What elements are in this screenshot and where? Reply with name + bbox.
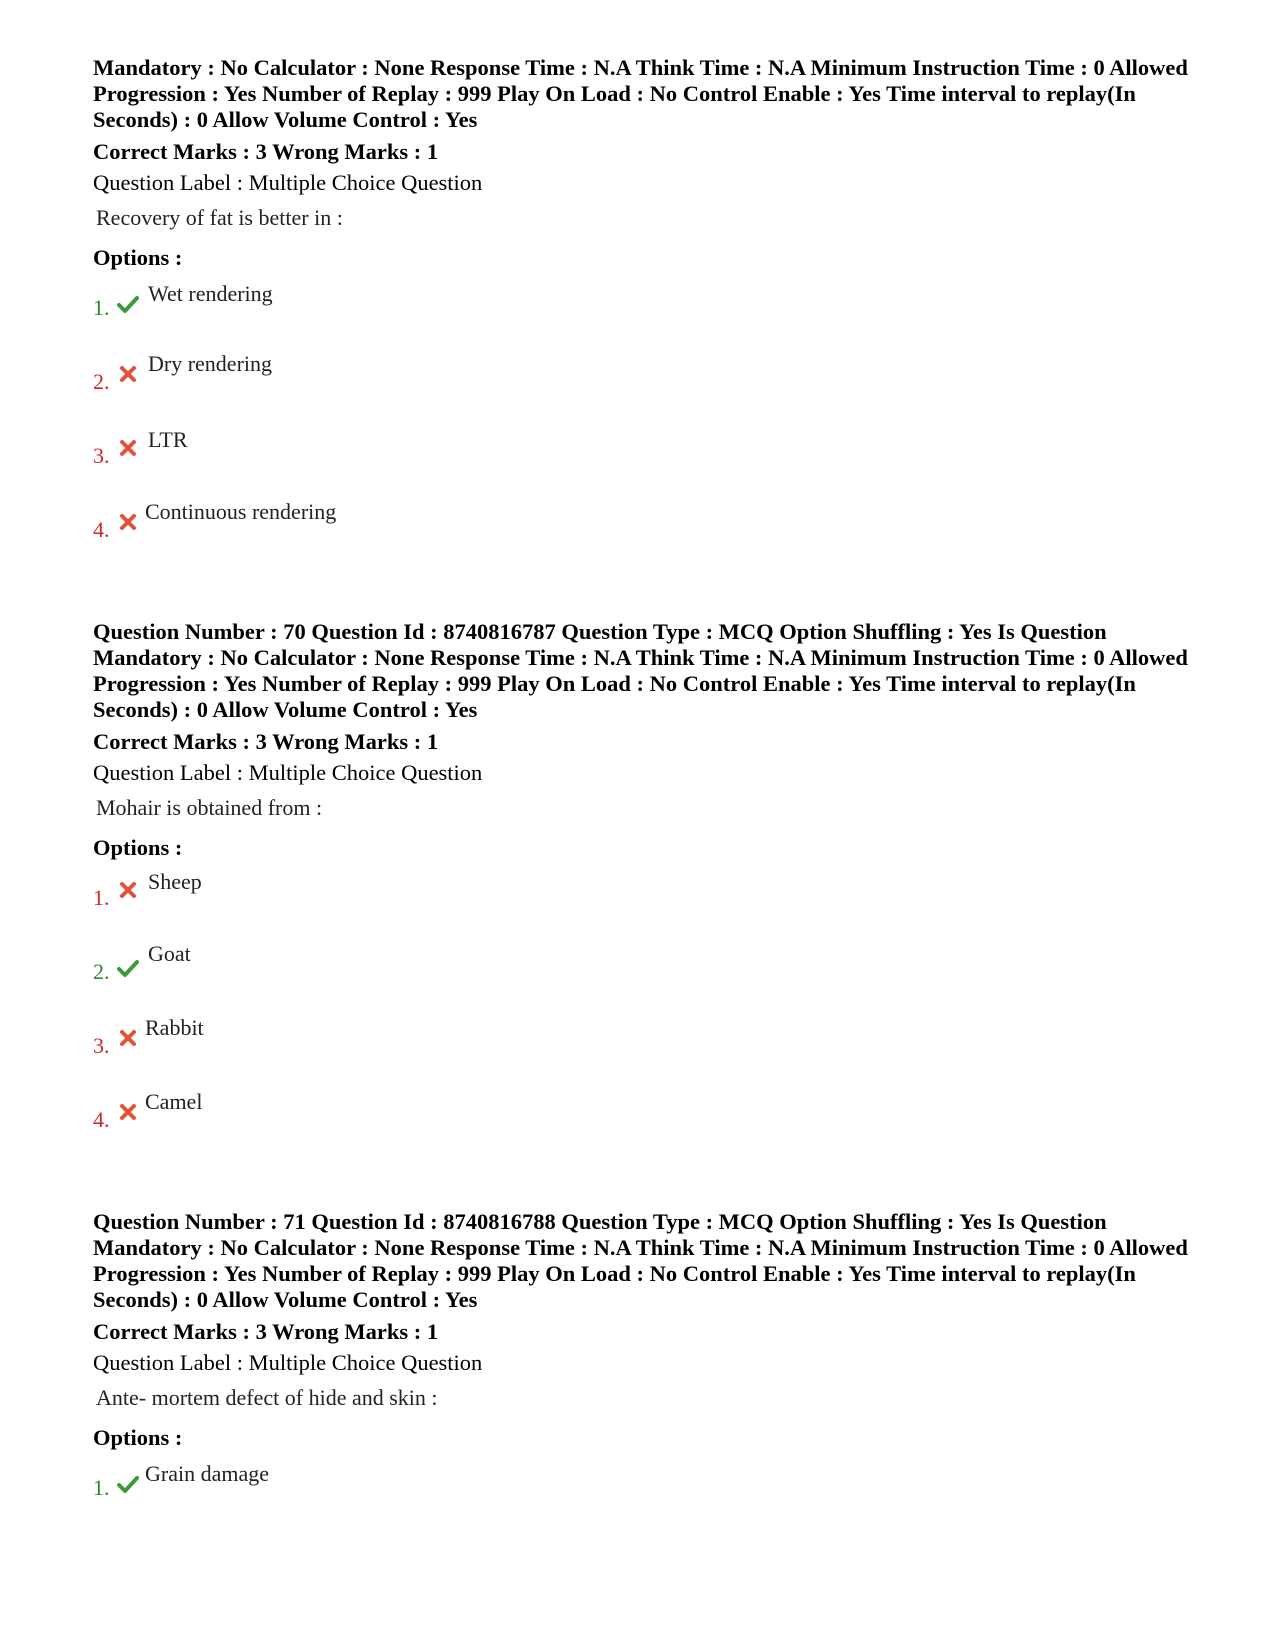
- document-page: [93, 55, 1193, 1533]
- wrong-cross-icon: [117, 363, 139, 385]
- option-number: 3.: [93, 1033, 110, 1058]
- question-label: Question Label : Multiple Choice Question: [93, 170, 483, 195]
- option-item: [93, 1017, 1193, 1091]
- option-text: LTR: [148, 427, 188, 452]
- question-meta: Question Number : 70 Question Id : 8740816787 Question Type : MCQ Option Shuffling : Yes Is Question Mandatory : No Calculator : None Response Time : N.A Think Time : N.A Minimum Instruction Time : 0 Allowed Progression : Yes Number of Replay : 999 Play On Load : No Control Enable : Yes Time interval to replay(In Seconds) : 0 Allow Volume Control : Yes: [93, 619, 1188, 722]
- option-number: 1.: [93, 885, 110, 910]
- option-text: Sheep: [148, 869, 202, 894]
- options-heading: Options :: [93, 245, 183, 270]
- correct-check-icon: [117, 1473, 139, 1495]
- option-item: [93, 427, 1193, 501]
- option-item: [93, 1459, 1193, 1533]
- question-text: Ante- mortem defect of hide and skin :: [96, 1385, 438, 1410]
- option-item: [93, 353, 1193, 427]
- options-heading: Options :: [93, 835, 183, 860]
- option-item: [93, 279, 1193, 353]
- option-text: Camel: [145, 1089, 203, 1114]
- question-label: Question Label : Multiple Choice Question: [93, 760, 483, 785]
- wrong-cross-icon: [117, 879, 139, 901]
- wrong-cross-icon: [117, 511, 139, 533]
- option-text: Goat: [148, 941, 191, 966]
- question-marks: Correct Marks : 3 Wrong Marks : 1: [93, 729, 439, 754]
- question-meta: Question Number : 71 Question Id : 8740816788 Question Type : MCQ Option Shuffling : Yes Is Question Mandatory : No Calculator : None Response Time : N.A Think Time : N.A Minimum Instruction Time : 0 Allowed Progression : Yes Number of Replay : 999 Play On Load : No Control Enable : Yes Time interval to replay(In Seconds) : 0 Allow Volume Control : Yes: [93, 1209, 1188, 1312]
- option-number: 2.: [93, 959, 110, 984]
- option-number: 4.: [93, 517, 110, 542]
- question-marks: Correct Marks : 3 Wrong Marks : 1: [93, 1319, 439, 1344]
- option-item: [93, 501, 1193, 575]
- option-item: [93, 1091, 1193, 1165]
- option-number: 4.: [93, 1107, 110, 1132]
- option-text: Dry rendering: [148, 351, 273, 376]
- question-block-1: [93, 55, 1193, 575]
- wrong-cross-icon: [117, 437, 139, 459]
- option-item: [93, 869, 1193, 943]
- correct-check-icon: [117, 957, 139, 979]
- question-meta: Mandatory : No Calculator : None Response Time : N.A Think Time : N.A Minimum Instruction Time : 0 Allowed Progression : Yes Number of Replay : 999 Play On Load : No Control Enable : Yes Time interval to replay(In Seconds) : 0 Allow Volume Control : Yes: [93, 55, 1188, 132]
- option-text: Wet rendering: [148, 281, 273, 306]
- question-label: Question Label : Multiple Choice Question: [93, 1350, 483, 1375]
- option-number: 1.: [93, 295, 110, 320]
- option-number: 1.: [93, 1475, 110, 1500]
- option-number: 3.: [93, 443, 110, 468]
- correct-check-icon: [117, 293, 139, 315]
- option-item: [93, 943, 1193, 1017]
- option-text: Rabbit: [145, 1015, 204, 1040]
- question-text: Recovery of fat is better in :: [96, 205, 343, 230]
- option-text: Continuous rendering: [145, 499, 337, 524]
- question-block-70: [93, 619, 1193, 1165]
- option-text: Grain damage: [145, 1461, 269, 1486]
- question-text: Mohair is obtained from :: [96, 795, 323, 820]
- question-marks: Correct Marks : 3 Wrong Marks : 1: [93, 139, 439, 164]
- wrong-cross-icon: [117, 1027, 139, 1049]
- options-heading: Options :: [93, 1425, 183, 1450]
- wrong-cross-icon: [117, 1101, 139, 1123]
- option-number: 2.: [93, 369, 110, 394]
- question-block-71: [93, 1209, 1193, 1533]
